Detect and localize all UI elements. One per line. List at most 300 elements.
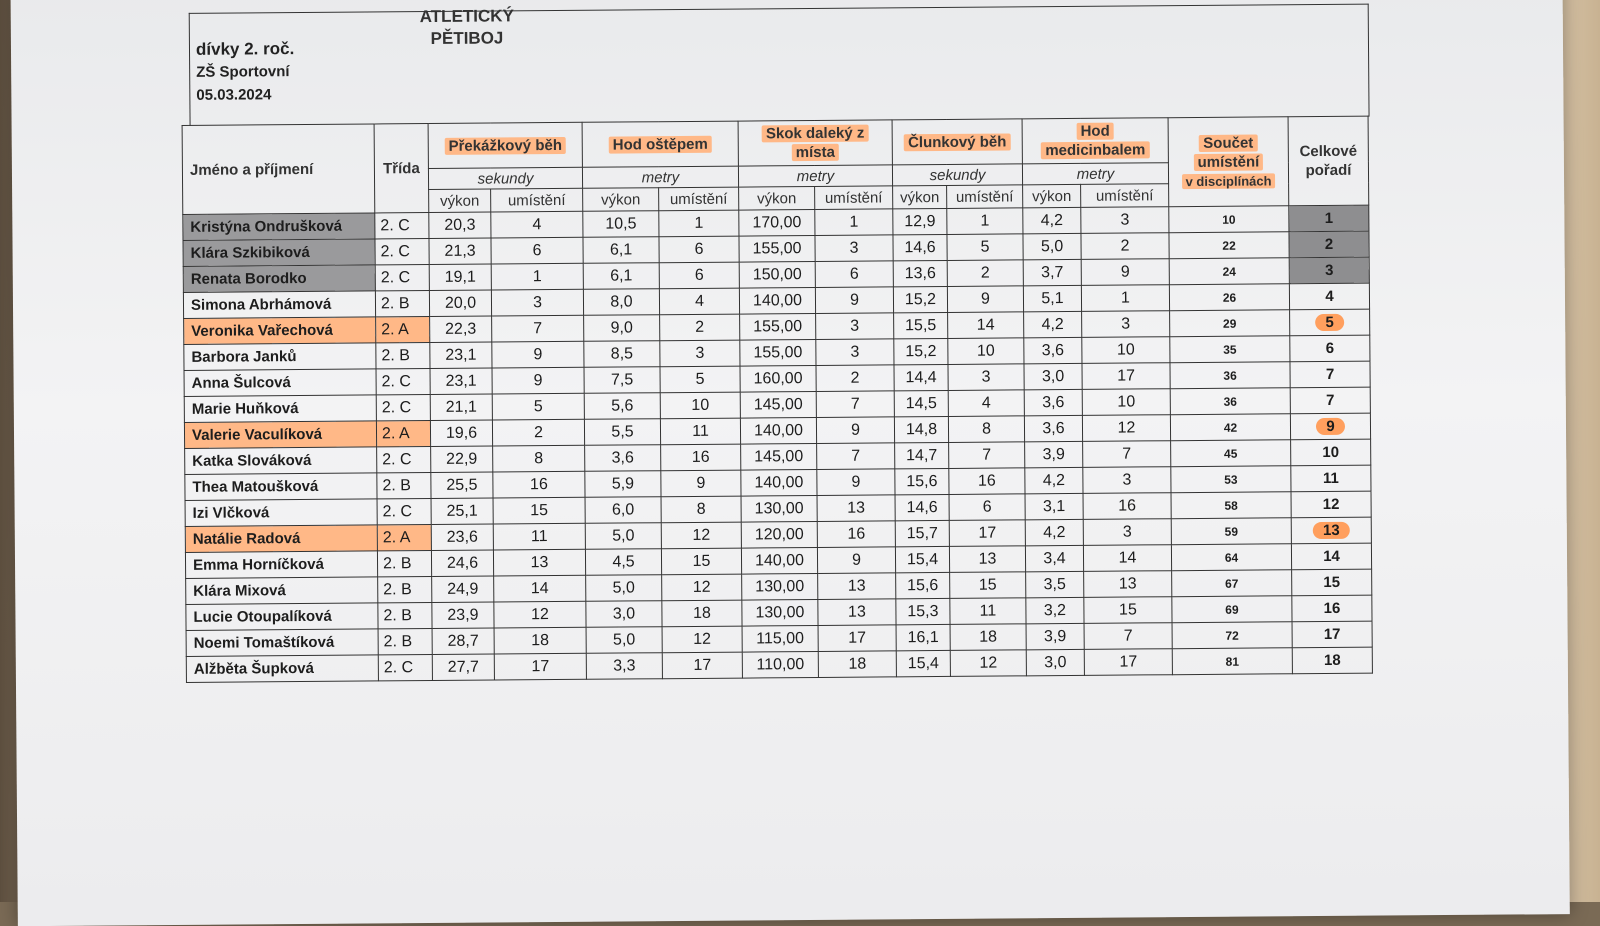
athlete-name: Klára Mixová — [186, 577, 378, 605]
hurdles-place: 4 — [491, 211, 583, 238]
athlete-name: Katka Slováková — [185, 447, 377, 475]
overall-rank — [1290, 309, 1370, 336]
medball-place: 15 — [1084, 597, 1172, 624]
medball-place: 10 — [1082, 389, 1170, 416]
athlete-name: Anna Šulcová — [184, 369, 376, 397]
perf-header: výkon — [429, 189, 491, 212]
overall-rank: 7 — [1290, 387, 1370, 414]
sum-of-places: 26 — [1169, 284, 1289, 311]
longjump-place: 9 — [817, 469, 895, 496]
shuttle-time: 15,4 — [895, 546, 949, 572]
javelin-place: 12 — [662, 626, 742, 653]
athlete-class: 2. C — [377, 447, 431, 473]
javelin-place: 1 — [659, 210, 739, 237]
javelin-place: 4 — [659, 288, 739, 315]
col-overall-header — [1288, 116, 1369, 206]
medball-place: 1 — [1081, 285, 1169, 312]
medball-place: 3 — [1082, 311, 1170, 338]
col-medball-header — [1022, 118, 1168, 164]
javelin-distance: 10,5 — [583, 211, 659, 238]
sum-of-places: 42 — [1170, 414, 1290, 441]
medball-distance: 3,6 — [1024, 415, 1082, 441]
overall-label-2: pořadí — [1305, 161, 1352, 180]
javelin-distance: 3,3 — [586, 653, 662, 680]
longjump-distance: 140,00 — [740, 417, 816, 444]
sum-of-places: 72 — [1172, 622, 1292, 649]
shuttle-time: 15,2 — [893, 286, 947, 312]
athlete-name: Kristýna Ondrušková — [183, 213, 375, 241]
rank-highlight: 13 — [1313, 522, 1350, 539]
athlete-class: 2. B — [376, 343, 430, 369]
javelin-distance: 8,0 — [583, 289, 659, 316]
shuttle-place: 3 — [948, 364, 1024, 391]
shuttle-time: 15,2 — [894, 338, 948, 364]
hurdles-place: 18 — [494, 627, 586, 654]
shuttle-time: 15,5 — [894, 312, 948, 338]
col-longjump-header — [738, 120, 892, 166]
shuttle-time: 15,7 — [895, 520, 949, 546]
medball-distance: 3,9 — [1025, 441, 1083, 467]
javelin-unit: metry — [582, 166, 738, 188]
longjump-distance: 155,00 — [740, 339, 816, 366]
col-class-header: Třída — [374, 124, 429, 213]
longjump-place: 2 — [816, 365, 894, 392]
event-meta — [196, 37, 295, 107]
athlete-class: 2. C — [376, 369, 430, 395]
shuttle-place: 2 — [947, 260, 1023, 287]
longjump-place: 9 — [815, 287, 893, 314]
longjump-place: 1 — [815, 209, 893, 236]
hurdles-time: 23,1 — [430, 368, 492, 394]
shuttle-label: Člunkový běh — [904, 133, 1010, 151]
medball-place: 10 — [1082, 337, 1170, 364]
sum-label-3: v disciplínách — [1181, 173, 1275, 189]
medball-distance: 3,6 — [1024, 337, 1082, 363]
medball-distance: 3,0 — [1026, 649, 1084, 675]
medball-distance: 5,0 — [1023, 233, 1081, 259]
longjump-distance: 130,00 — [742, 599, 818, 626]
longjump-distance: 160,00 — [740, 365, 816, 392]
sum-of-places: 35 — [1170, 336, 1290, 363]
javelin-distance: 4,5 — [585, 549, 661, 576]
medball-distance: 3,7 — [1023, 259, 1081, 285]
athlete-class: 2. B — [378, 629, 432, 655]
overall-rank: 7 — [1290, 361, 1370, 388]
longjump-place: 17 — [818, 625, 896, 652]
shuttle-place: 18 — [950, 624, 1026, 651]
longjump-distance: 145,00 — [740, 391, 816, 418]
javelin-place: 16 — [661, 444, 741, 471]
shuttle-time: 16,1 — [896, 624, 950, 650]
hurdles-place: 1 — [491, 263, 583, 290]
hurdles-time: 19,1 — [429, 264, 491, 290]
longjump-distance: 115,00 — [742, 625, 818, 652]
overall-rank: 10 — [1291, 439, 1371, 466]
place-header: umístění — [1081, 184, 1169, 208]
shuttle-time: 15,3 — [896, 598, 950, 624]
javelin-place: 18 — [662, 600, 742, 627]
hurdles-time: 28,7 — [432, 628, 494, 654]
hurdles-time: 23,1 — [430, 342, 492, 368]
overall-rank: 3 — [1289, 257, 1369, 284]
shuttle-place: 6 — [949, 494, 1025, 521]
athlete-name: Simona Abrhámová — [183, 291, 375, 319]
javelin-distance: 3,6 — [585, 445, 661, 472]
javelin-place: 3 — [660, 340, 740, 367]
medball-distance: 3,4 — [1025, 545, 1083, 571]
javelin-place: 2 — [660, 314, 740, 341]
shuttle-time: 14,7 — [895, 442, 949, 468]
longjump-label-2: místa — [792, 144, 839, 161]
overall-rank: 16 — [1292, 595, 1372, 622]
javelin-place: 6 — [659, 262, 739, 289]
shuttle-place: 4 — [948, 390, 1024, 417]
sum-of-places: 29 — [1170, 310, 1290, 337]
javelin-place: 12 — [662, 574, 742, 601]
hurdles-time: 20,0 — [429, 290, 491, 316]
title-line-2: PĚTIBOJ — [430, 28, 504, 48]
athlete-name: Renata Borodko — [183, 265, 375, 293]
longjump-distance: 140,00 — [739, 287, 815, 314]
javelin-distance: 6,1 — [583, 237, 659, 264]
medball-place: 17 — [1084, 649, 1172, 676]
overall-rank: 1 — [1289, 205, 1369, 232]
longjump-place: 13 — [817, 495, 895, 522]
shuttle-place: 7 — [949, 442, 1025, 469]
hurdles-time: 19,6 — [430, 420, 492, 446]
javelin-place: 10 — [660, 392, 740, 419]
longjump-place: 9 — [816, 417, 894, 444]
longjump-place: 13 — [818, 573, 896, 600]
medball-distance: 4,2 — [1025, 519, 1083, 545]
athlete-name: Klára Szkibiková — [183, 239, 375, 267]
hurdles-time: 21,1 — [430, 394, 492, 420]
sum-of-places: 64 — [1171, 544, 1291, 571]
longjump-label-1: Skok daleký z — [762, 125, 869, 143]
longjump-distance: 110,00 — [742, 651, 818, 678]
school-name: ZŠ Sportovní — [196, 63, 290, 81]
shuttle-place: 16 — [949, 468, 1025, 495]
javelin-place: 12 — [661, 522, 741, 549]
col-hurdles-header — [428, 122, 582, 168]
sum-of-places: 59 — [1171, 518, 1291, 545]
shuttle-place: 14 — [948, 312, 1024, 339]
athlete-name: Valerie Vaculíková — [184, 421, 376, 449]
medball-place: 3 — [1083, 467, 1171, 494]
athlete-name: Thea Matoušková — [185, 473, 377, 501]
event-title — [420, 5, 514, 50]
javelin-distance: 8,5 — [584, 341, 660, 368]
shuttle-place: 15 — [950, 572, 1026, 599]
shuttle-place: 17 — [949, 520, 1025, 547]
athlete-name: Emma Horníčková — [185, 551, 377, 579]
hurdles-time: 23,6 — [431, 524, 493, 550]
sum-of-places: 45 — [1171, 440, 1291, 467]
hurdles-place: 6 — [491, 237, 583, 264]
overall-rank: 6 — [1290, 335, 1370, 362]
overall-rank: 11 — [1291, 465, 1371, 492]
sum-of-places: 69 — [1172, 596, 1292, 623]
medball-distance: 3,1 — [1025, 493, 1083, 519]
place-header: umístění — [491, 188, 583, 212]
javelin-place: 17 — [662, 652, 742, 679]
shuttle-time: 14,5 — [894, 390, 948, 416]
hurdles-time: 24,6 — [431, 550, 493, 576]
longjump-place: 3 — [816, 339, 894, 366]
javelin-distance: 5,5 — [584, 419, 660, 446]
medball-place: 14 — [1083, 545, 1171, 572]
sum-of-places: 10 — [1169, 206, 1289, 233]
javelin-distance: 3,0 — [586, 601, 662, 628]
col-shuttle-header — [892, 119, 1022, 165]
event-date: 05.03.2024 — [196, 86, 272, 104]
medball-place: 9 — [1081, 259, 1169, 286]
athlete-name: Lucie Otoupalíková — [186, 603, 378, 631]
medball-distance: 5,1 — [1023, 285, 1081, 311]
athlete-class: 2. B — [378, 577, 432, 603]
athlete-name: Izi Vlčková — [185, 499, 377, 527]
medball-distance: 3,0 — [1024, 363, 1082, 389]
longjump-distance: 170,00 — [739, 209, 815, 236]
hurdles-time: 20,3 — [429, 212, 491, 238]
longjump-place: 7 — [816, 391, 894, 418]
overall-rank: 15 — [1292, 569, 1372, 596]
longjump-place: 3 — [815, 235, 893, 262]
col-sum-header — [1168, 117, 1289, 207]
sum-label-1: Součet — [1199, 134, 1257, 151]
overall-rank: 12 — [1291, 491, 1371, 518]
athlete-name: Veronika Vařechová — [184, 317, 376, 345]
longjump-distance: 155,00 — [740, 313, 816, 340]
athlete-class: 2. C — [375, 213, 429, 239]
medball-place: 16 — [1083, 493, 1171, 520]
shuttle-time: 12,9 — [893, 208, 947, 234]
sum-of-places: 58 — [1171, 492, 1291, 519]
hurdles-place: 9 — [492, 341, 584, 368]
medball-place: 12 — [1082, 415, 1170, 442]
javelin-place: 15 — [661, 548, 741, 575]
medball-distance: 4,2 — [1023, 207, 1081, 233]
javelin-distance: 9,0 — [584, 315, 660, 342]
longjump-distance: 145,00 — [741, 443, 817, 470]
hurdles-time: 21,3 — [429, 238, 491, 264]
shuttle-place: 8 — [948, 416, 1024, 443]
perf-header: výkon — [583, 188, 659, 212]
document-header — [189, 4, 1370, 126]
shuttle-time: 14,8 — [894, 416, 948, 442]
athlete-class: 2. B — [378, 603, 432, 629]
athlete-name: Marie Huňková — [184, 395, 376, 423]
overall-rank: 18 — [1292, 647, 1372, 674]
longjump-place: 7 — [817, 443, 895, 470]
overall-rank — [1291, 517, 1371, 544]
perf-header: výkon — [739, 186, 815, 210]
medball-place: 3 — [1081, 207, 1169, 234]
hurdles-time: 25,5 — [431, 472, 493, 498]
medball-place: 7 — [1083, 441, 1171, 468]
athlete-class: 2. A — [376, 421, 430, 447]
medball-place: 7 — [1084, 623, 1172, 650]
hurdles-place: 7 — [492, 315, 584, 342]
sum-of-places: 53 — [1171, 466, 1291, 493]
longjump-place: 13 — [818, 599, 896, 626]
longjump-unit: metry — [738, 165, 892, 187]
col-name-header: Jméno a příjmení — [182, 124, 375, 215]
medball-distance: 3,5 — [1026, 571, 1084, 597]
javelin-label: Hod oštěpem — [609, 135, 712, 153]
medball-distance: 3,6 — [1024, 389, 1082, 415]
hurdles-label: Překážkový běh — [444, 136, 566, 154]
javelin-place: 6 — [659, 236, 739, 263]
medball-distance: 4,2 — [1025, 467, 1083, 493]
javelin-distance: 5,0 — [585, 523, 661, 550]
athlete-class: 2. C — [375, 239, 429, 265]
medball-place: 13 — [1084, 571, 1172, 598]
shuttle-place: 1 — [947, 208, 1023, 235]
hurdles-place: 17 — [494, 653, 586, 680]
longjump-distance: 140,00 — [741, 547, 817, 574]
javelin-distance: 5,9 — [585, 471, 661, 498]
medball-distance: 3,2 — [1026, 597, 1084, 623]
col-javelin-header — [582, 121, 738, 167]
shuttle-place: 9 — [947, 286, 1023, 313]
overall-label-1: Celkové — [1299, 142, 1358, 161]
longjump-distance: 120,00 — [741, 521, 817, 548]
longjump-place: 3 — [816, 313, 894, 340]
athlete-name: Noemi Tomaštíková — [186, 629, 378, 657]
athlete-name: Barbora Janků — [184, 343, 376, 371]
sum-of-places: 36 — [1170, 362, 1290, 389]
shuttle-time: 14,4 — [894, 364, 948, 390]
medball-place: 2 — [1081, 233, 1169, 260]
longjump-place: 18 — [818, 651, 896, 678]
sum-of-places: 36 — [1170, 388, 1290, 415]
perf-header: výkon — [893, 185, 947, 208]
javelin-distance: 6,1 — [583, 263, 659, 290]
shuttle-place: 13 — [949, 546, 1025, 573]
hurdles-place: 16 — [493, 471, 585, 498]
shuttle-time: 14,6 — [895, 494, 949, 520]
athlete-class: 2. C — [376, 395, 430, 421]
hurdles-place: 12 — [494, 601, 586, 628]
shuttle-place: 10 — [948, 338, 1024, 365]
shuttle-unit: sekundy — [892, 164, 1022, 186]
shuttle-place: 5 — [947, 234, 1023, 261]
athlete-class: 2. B — [375, 291, 429, 317]
hurdles-place: 2 — [492, 419, 584, 446]
hurdles-time: 25,1 — [431, 498, 493, 524]
athlete-class: 2. C — [378, 655, 432, 681]
medball-place: 17 — [1082, 363, 1170, 390]
medball-place: 3 — [1083, 519, 1171, 546]
hurdles-time: 23,9 — [432, 602, 494, 628]
medball-label-1: Hod — [1077, 123, 1114, 140]
results-body — [183, 205, 1373, 682]
results-sheet — [189, 2, 1585, 733]
hurdles-place: 13 — [493, 549, 585, 576]
athlete-name: Alžběta Šupková — [186, 655, 378, 683]
title-line-1: ATLETICKÝ — [419, 6, 514, 27]
hurdles-time: 22,9 — [431, 446, 493, 472]
overall-rank: 2 — [1289, 231, 1369, 258]
shuttle-time: 15,4 — [896, 650, 950, 676]
hurdles-place: 14 — [494, 575, 586, 602]
hurdles-place: 8 — [493, 445, 585, 472]
athlete-class: 2. B — [377, 551, 431, 577]
javelin-place: 9 — [661, 470, 741, 497]
athlete-class: 2. B — [377, 473, 431, 499]
longjump-distance: 155,00 — [739, 235, 815, 262]
hurdles-place: 3 — [491, 289, 583, 316]
sum-of-places: 81 — [1172, 648, 1292, 675]
hurdles-place: 11 — [493, 523, 585, 550]
longjump-place: 16 — [817, 521, 895, 548]
medball-label-2: medicinbalem — [1041, 141, 1149, 159]
longjump-place: 9 — [817, 547, 895, 574]
javelin-place: 5 — [660, 366, 740, 393]
athlete-class: 2. A — [376, 317, 430, 343]
longjump-distance: 150,00 — [739, 261, 815, 288]
longjump-distance: 140,00 — [741, 469, 817, 496]
shuttle-place: 11 — [950, 598, 1026, 625]
shuttle-time: 13,6 — [893, 260, 947, 286]
shuttle-place: 12 — [950, 650, 1026, 677]
javelin-distance: 5,0 — [586, 627, 662, 654]
hurdles-place: 5 — [492, 393, 584, 420]
longjump-distance: 130,00 — [742, 573, 818, 600]
rank-highlight: 9 — [1316, 418, 1344, 435]
overall-rank: 4 — [1289, 283, 1369, 310]
hurdles-time: 22,3 — [430, 316, 492, 342]
hurdles-time: 24,9 — [432, 576, 494, 602]
javelin-distance: 6,0 — [585, 497, 661, 524]
sum-of-places: 24 — [1169, 258, 1289, 285]
sum-of-places: 22 — [1169, 232, 1289, 259]
medball-unit: metry — [1022, 163, 1168, 185]
shuttle-time: 14,6 — [893, 234, 947, 260]
athlete-class: 2. C — [377, 499, 431, 525]
overall-rank: 14 — [1291, 543, 1371, 570]
perf-header: výkon — [1023, 184, 1081, 207]
medball-distance: 4,2 — [1024, 311, 1082, 337]
overall-rank: 17 — [1292, 621, 1372, 648]
hurdles-place: 9 — [492, 367, 584, 394]
athlete-name: Natálie Radová — [185, 525, 377, 553]
hurdles-unit: sekundy — [428, 167, 582, 189]
longjump-distance: 130,00 — [741, 495, 817, 522]
results-table — [182, 116, 1373, 683]
medball-distance: 3,9 — [1026, 623, 1084, 649]
javelin-distance: 5,0 — [586, 575, 662, 602]
javelin-place: 11 — [660, 418, 740, 445]
javelin-distance: 5,6 — [584, 393, 660, 420]
javelin-distance: 7,5 — [584, 367, 660, 394]
place-header: umístění — [815, 186, 893, 210]
longjump-place: 6 — [815, 261, 893, 288]
hurdles-time: 27,7 — [432, 654, 494, 680]
athlete-class: 2. C — [375, 265, 429, 291]
sum-of-places: 67 — [1172, 570, 1292, 597]
place-header: umístění — [659, 187, 739, 211]
athlete-class: 2. A — [377, 525, 431, 551]
hurdles-place: 15 — [493, 497, 585, 524]
category-label: dívky 2. roč. — [195, 39, 295, 59]
overall-rank — [1290, 413, 1370, 440]
paper-sheet — [10, 0, 1569, 926]
shuttle-time: 15,6 — [896, 572, 950, 598]
shuttle-time: 15,6 — [895, 468, 949, 494]
place-header: umístění — [947, 185, 1023, 209]
